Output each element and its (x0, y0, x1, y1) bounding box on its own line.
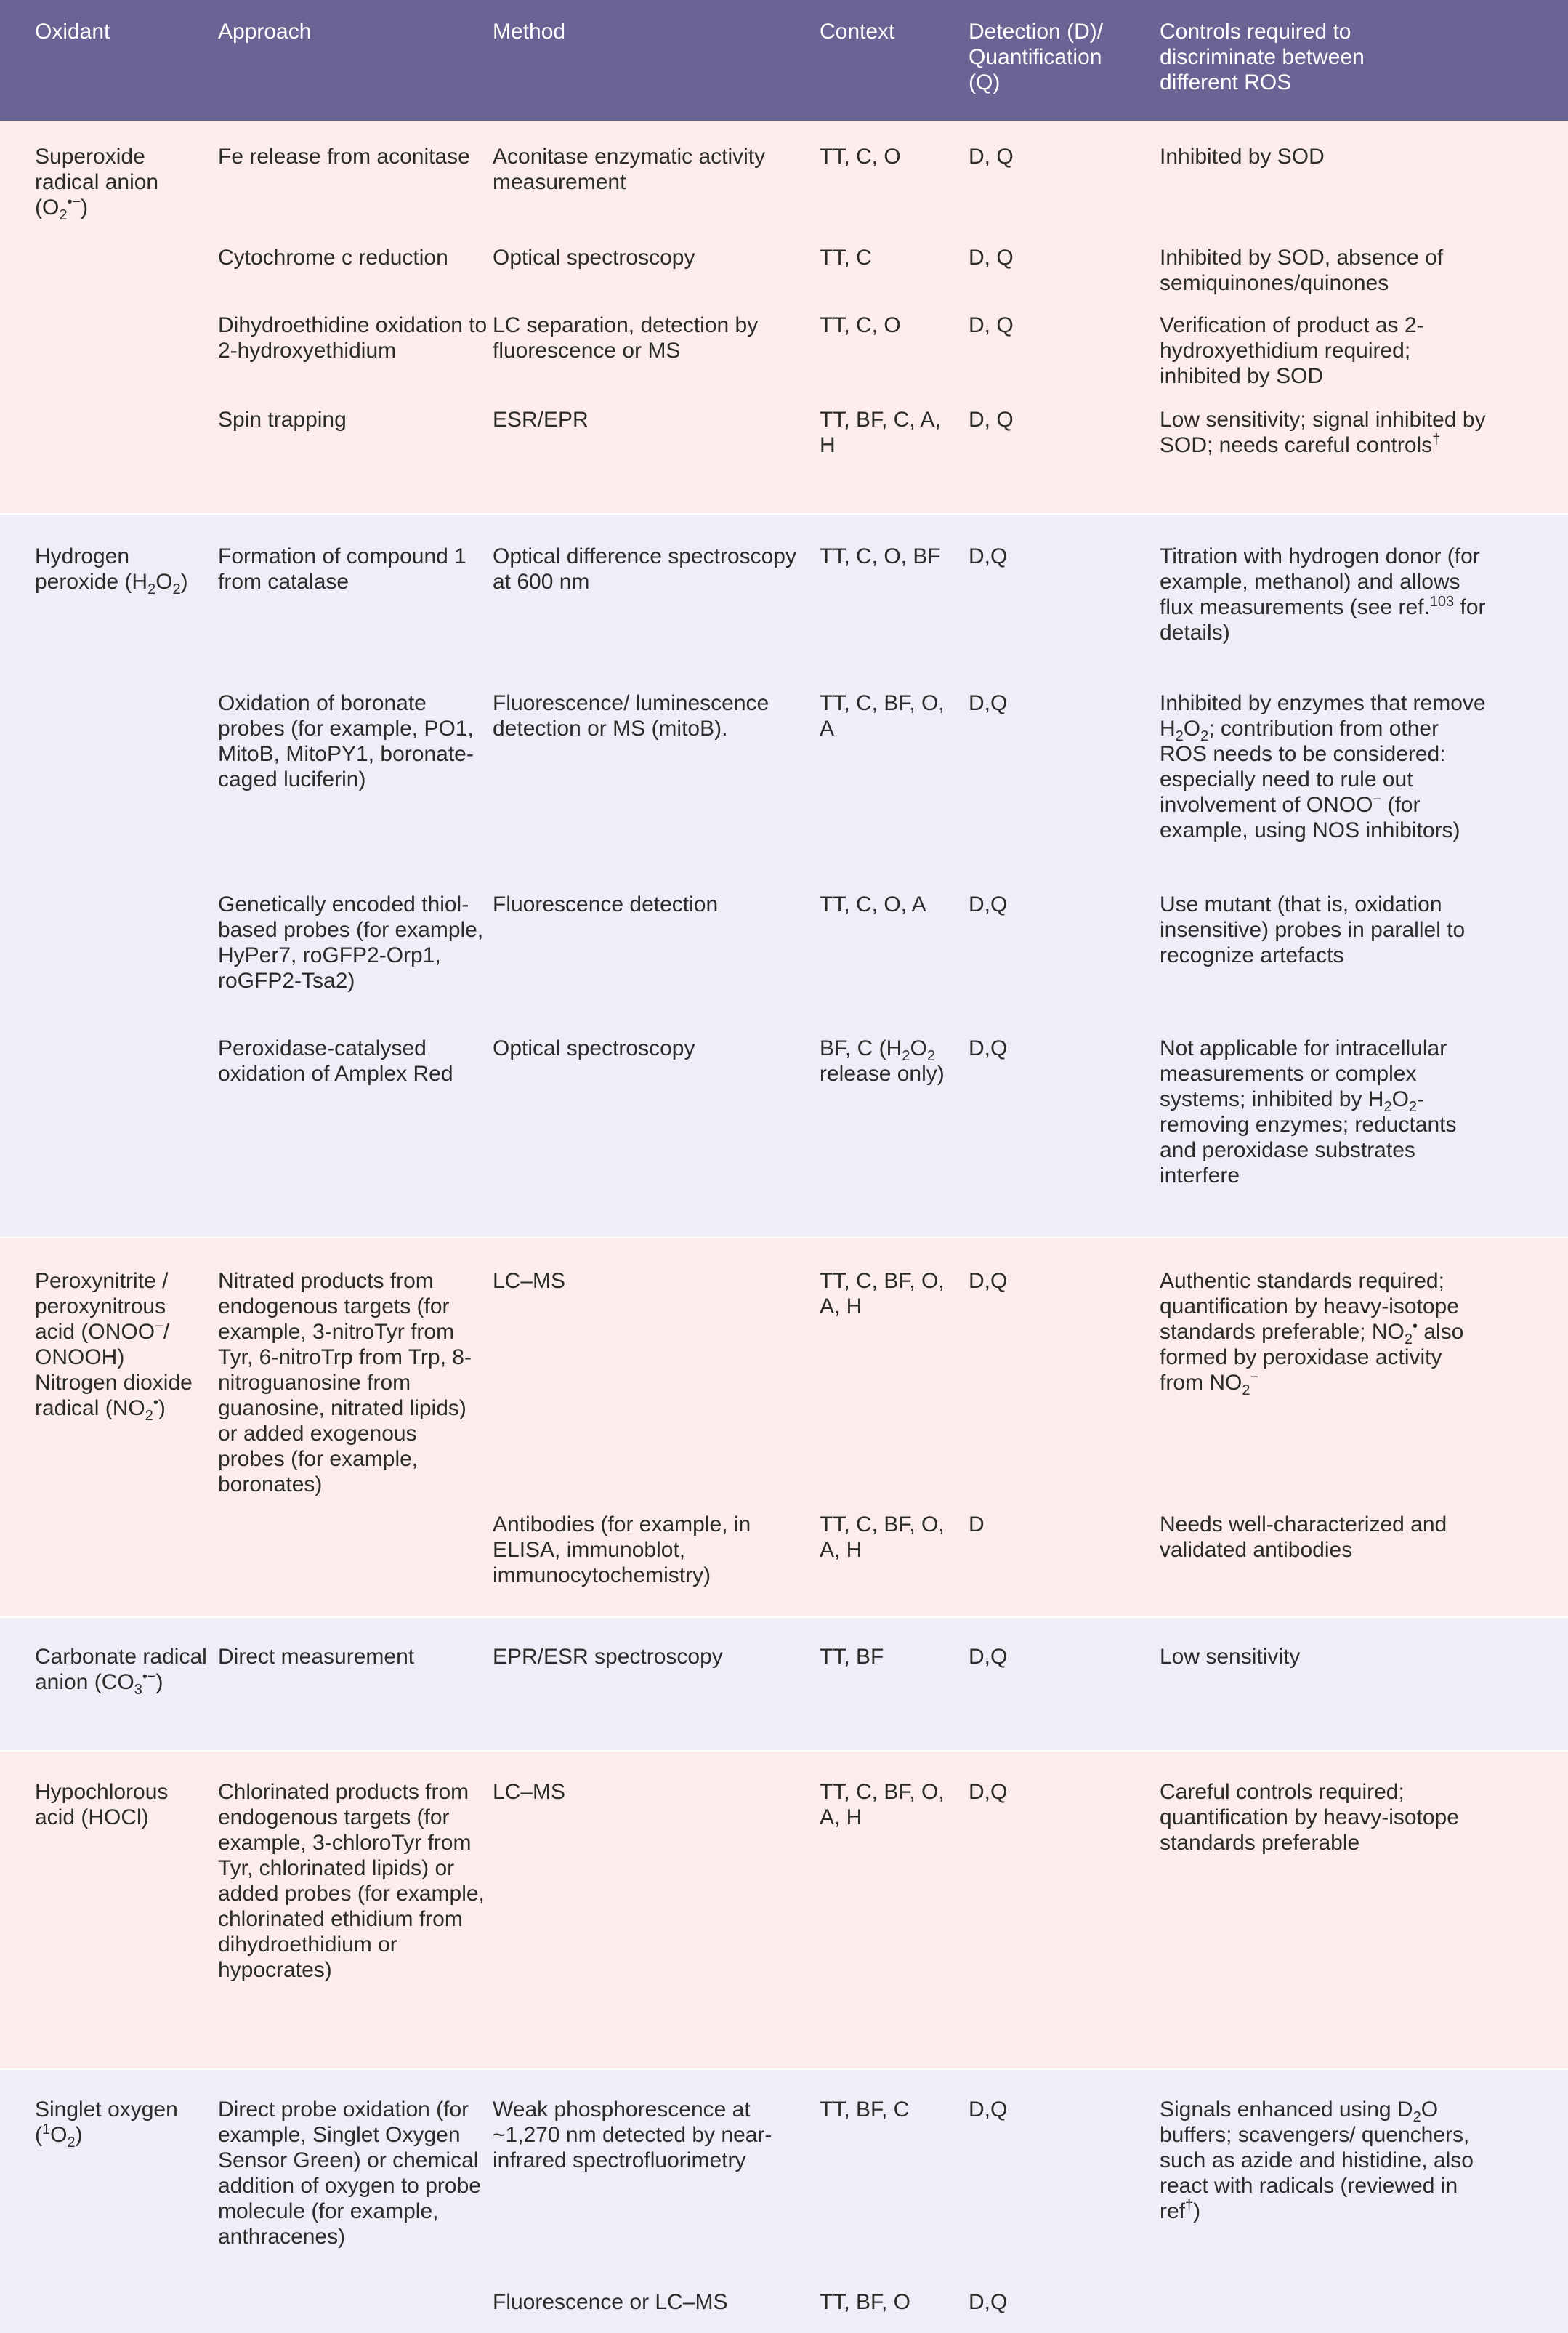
table-cell: Cytochrome c reduction (218, 246, 448, 270)
table-cell: D, Q (969, 313, 1014, 337)
table-cell: Inhibited by enzymes that remove $H_2O_2$; contribution from other ROS needs to be considered: especially need to rule out involvement of ONOO− (for example, using NOS inhibitors) (1160, 691, 1486, 842)
header-method: Method (493, 20, 566, 44)
table-cell: Inhibited by SOD (1160, 145, 1325, 169)
table-cell: Optical spectroscopy (493, 246, 695, 270)
table-cell: Formation of compound 1 from catalase (218, 544, 466, 594)
table-cell: Low sensitivity; signal inhibited by SOD; needs careful controls† (1160, 408, 1486, 457)
table-cell: TT, BF (820, 1645, 884, 1669)
table-cell: Fe release from aconitase (218, 145, 470, 169)
table-cell: Weak phosphorescence at ~1,270 nm detected by near-infrared spectrofluorimetry (493, 2098, 772, 2172)
table-cell: LC separation, detection by fluorescence or MS (493, 313, 759, 363)
table-cell: TT, C, BF, O, A (820, 691, 945, 741)
table-cell: D, Q (969, 408, 1014, 432)
table-cell: Inhibited by SOD, absence of semiquinones/quinones (1160, 246, 1444, 295)
table-cell: TT, C, O, A (820, 892, 926, 916)
header-controls: Controls required to discriminate between different ROS (1160, 20, 1365, 94)
table-cell: Careful controls required; quantification by heavy-isotope standards preferable (1160, 1780, 1459, 1855)
table-cell: D,Q (969, 2098, 1008, 2122)
table-cell: D,Q (969, 691, 1008, 715)
table-cell: Low sensitivity (1160, 1645, 1301, 1669)
table-cell: TT, C, O (820, 145, 901, 169)
table-cell: D,Q (969, 544, 1008, 568)
table-cell: TT, BF, C, A, H (820, 408, 941, 457)
header-approach: Approach (218, 20, 312, 44)
oxidant-singlet-oxygen: Singlet oxygen $(^1O_2)$ (35, 2098, 178, 2151)
table-cell: Titration with hydrogen donor (for example, methanol) and allows flux measurements (see ref.$^{103}$ for details) (1160, 544, 1486, 645)
table-cell: D,Q (969, 1036, 1008, 1060)
table-cell: TT, C, BF, O, A, H (820, 1780, 945, 1829)
table-cell: D,Q (969, 1269, 1008, 1293)
table-cell: TT, C, BF, O, A, H (820, 1269, 945, 1318)
table-cell: TT, C (820, 246, 872, 270)
table-cell: D,Q (969, 2290, 1008, 2314)
table-cell: D (969, 1512, 985, 1536)
table-cell: Genetically encoded thiol-based probes (for example, HyPer7, roGFP2-Orp1, roGFP2-Tsa2) (218, 892, 484, 993)
table-cell: EPR/ESR spectroscopy (493, 1645, 723, 1669)
header-detection: Detection (D)/ Quantification (Q) (969, 20, 1104, 94)
table-cell: BF, C ($H_2O_2$ release only) (820, 1036, 945, 1086)
table-cell: TT, C, O (820, 313, 901, 337)
table-cell: D, Q (969, 246, 1014, 270)
table-cell: Antibodies (for example, in ELISA, immunoblot, immunocytochemistry) (493, 1512, 751, 1587)
oxidant-hydrogen-peroxide: Hydrogen peroxide $(H_2O_2)$ (35, 544, 188, 597)
table-cell: Chlorinated products from endogenous targets (for example, 3-chloroTyr from Tyr, chlorinated lipids) or added probes (for example, chlorinated ethidium from dihydroethidium or hypocrates) (218, 1780, 485, 1982)
table-cell: Needs well-characterized and validated antibodies (1160, 1512, 1447, 1562)
table-cell: Fluorescence/ luminescence detection or MS (mitoB). (493, 691, 769, 741)
table-cell: Direct probe oxidation (for example, Singlet Oxygen Sensor Green) or chemical addition of oxygen to probe molecule (for example, anthracenes) (218, 2098, 481, 2249)
table-cell: TT, C, O, BF (820, 544, 941, 568)
group-carbonate (0, 1618, 1568, 1750)
table-cell: TT, BF, C (820, 2098, 910, 2122)
oxidant-superoxide: Superoxide radical anion $(O_2^{•-})$ (35, 145, 159, 223)
header-oxidant: Oxidant (35, 20, 110, 44)
table-cell: Signals enhanced using $D_2O$ buffers; scavengers/ quenchers, such as azide and histidine, also react with radicals (reviewed in ref†) (1160, 2098, 1474, 2223)
table-cell: LC–MS (493, 1269, 566, 1293)
table-cell: Peroxidase-catalysed oxidation of Amplex Red (218, 1036, 453, 1086)
table-cell: TT, BF, O (820, 2290, 911, 2314)
table-cell: Spin trapping (218, 408, 347, 432)
table-cell: Optical spectroscopy (493, 1036, 695, 1060)
table-cell: Aconitase enzymatic activity measurement (493, 145, 766, 194)
table-cell: D,Q (969, 1780, 1008, 1804)
table-cell: D, Q (969, 145, 1014, 169)
table-cell: Direct measurement (218, 1645, 415, 1669)
table-header (0, 0, 1568, 121)
oxidant-peroxynitrite: Peroxynitrite / peroxynitrous acid (ONOO−/ ONOOH) Nitrogen dioxide radical $(NO_2^•)$ (35, 1269, 193, 1424)
table-cell: Oxidation of boronate probes (for example, PO1, MitoB, MitoPY1, boronate-caged luciferin) (218, 691, 474, 791)
table-cell: Fluorescence or LC–MS (493, 2290, 728, 2314)
header-context: Context (820, 20, 895, 44)
oxidant-carbonate: Carbonate radical anion $(CO_3^{•-})$ (35, 1645, 207, 1698)
oxidant-hypochlorous: Hypochlorous acid (HOCl) (35, 1780, 169, 1829)
table-cell: ESR/EPR (493, 408, 589, 432)
table-cell: Authentic standards required; quantification by heavy-isotope standards preferable; $NO_2^•$ also formed by peroxidase activity from $NO_2^-$ (1160, 1269, 1464, 1398)
table-cell: Use mutant (that is, oxidation insensitive) probes in parallel to recognize artefacts (1160, 892, 1466, 967)
table-cell: Nitrated products from endogenous targets (for example, 3-nitroTyr from Tyr, 6-nitroTrp from Trp, 8-nitroguanosine from guanosine, nitrated lipids) or added exogenous probes (for example, boronates) (218, 1269, 472, 1496)
table-cell: Not applicable for intracellular measurements or complex systems; inhibited by $H_2O_2$-removing enzymes; reductants and peroxidase substrates interfere (1160, 1036, 1457, 1188)
table-cell: Optical difference spectroscopy at 600 nm (493, 544, 796, 594)
table-cell: D,Q (969, 1645, 1008, 1669)
table-cell: Fluorescence detection (493, 892, 719, 916)
table-cell: Verification of product as 2-hydroxyethidium required; inhibited by SOD (1160, 313, 1424, 388)
table-cell: Dihydroethidine oxidation to 2-hydroxyethidium (218, 313, 488, 363)
table-cell: TT, C, BF, O, A, H (820, 1512, 945, 1562)
table-cell: LC–MS (493, 1780, 566, 1804)
table-cell: D,Q (969, 892, 1008, 916)
